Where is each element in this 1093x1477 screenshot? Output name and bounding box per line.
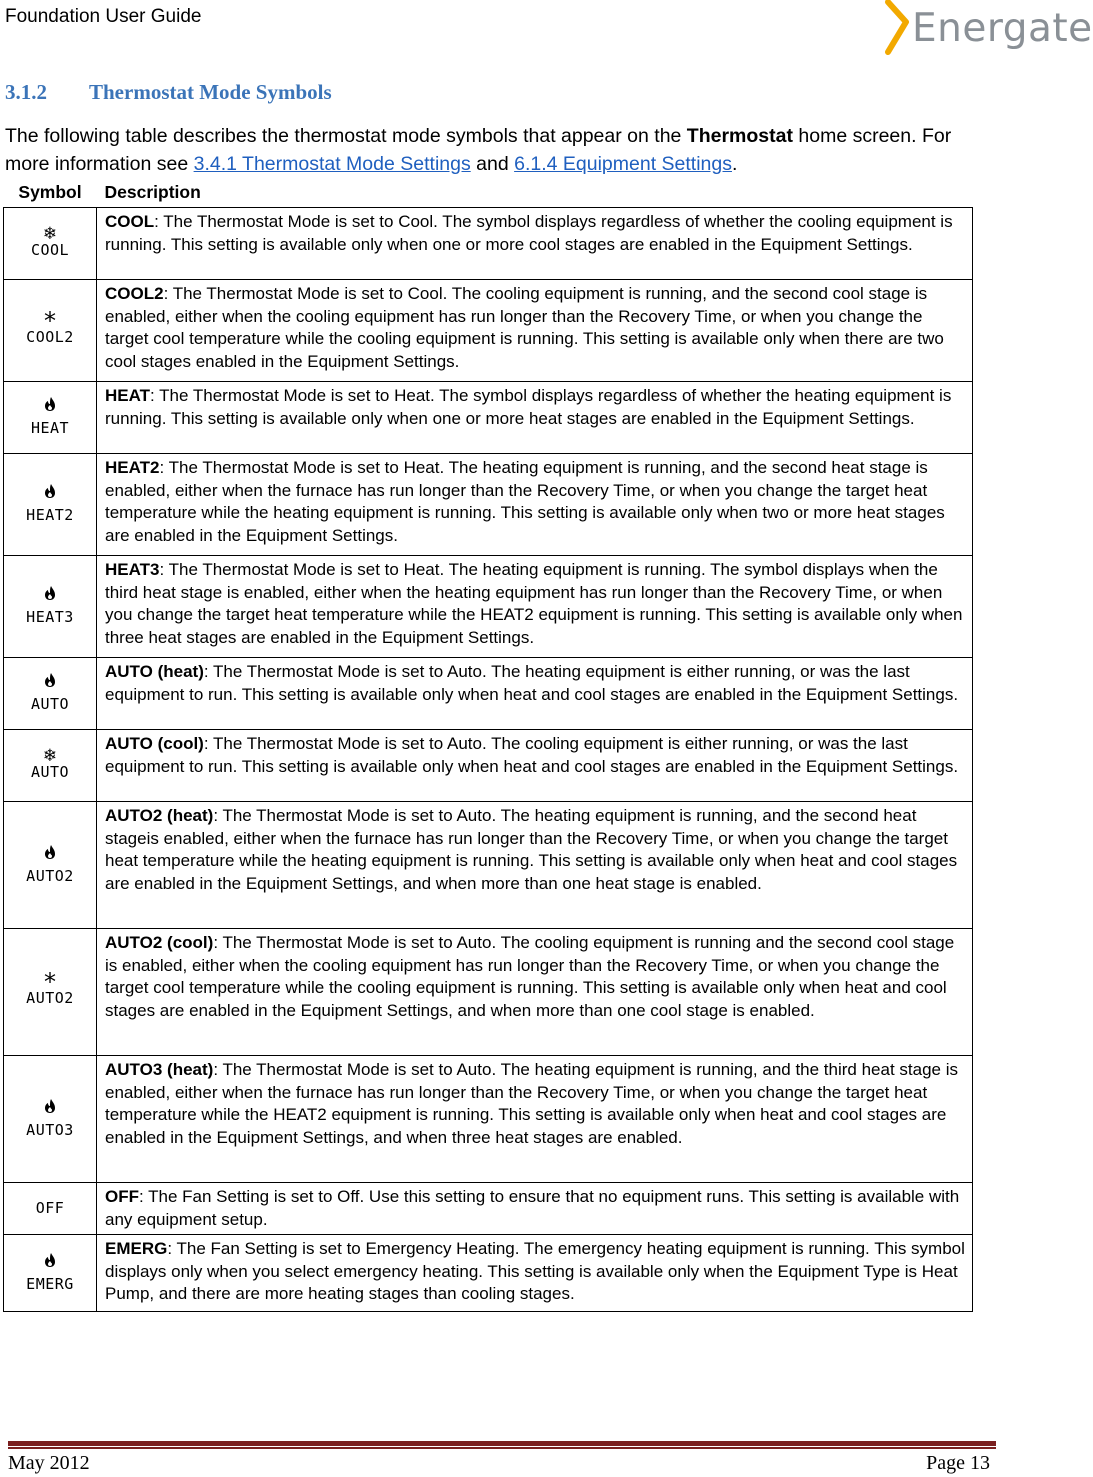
symbol-cell bbox=[4, 1183, 97, 1235]
logo-chevron-icon bbox=[880, 0, 914, 58]
mode-term: EMERG bbox=[105, 1239, 168, 1258]
intro-bold: Thermostat bbox=[686, 125, 793, 147]
mode-label: AUTO bbox=[30, 695, 70, 713]
description-cell bbox=[97, 1183, 973, 1235]
table-row bbox=[4, 280, 973, 382]
mode-description: : The Thermostat Mode is set to Auto. The heating equipment is running, and the third heat stage is enabled, either when the furnace has run longer than the Recovery Time, or when you change the target heat temperature while the HEAT2 equipment is running. This setting is available only when heat and cool stages are enabled in the Equipment Settings, and when three heat stages are enabled. bbox=[105, 1060, 958, 1148]
mode-description: : The Fan Setting is set to Off. Use this setting to ensure that no equipment runs. This setting is available with any equipment setup. bbox=[105, 1187, 960, 1229]
asterisk-icon: * bbox=[44, 968, 56, 997]
table-row bbox=[4, 1056, 973, 1183]
description-cell bbox=[97, 382, 973, 454]
description-cell bbox=[97, 1056, 973, 1183]
intro-text: . bbox=[731, 153, 738, 175]
mode-symbol bbox=[30, 745, 70, 781]
description-cell bbox=[97, 208, 973, 280]
mode-label: HEAT2 bbox=[26, 506, 74, 524]
table-row bbox=[4, 658, 973, 730]
link-equipment-settings[interactable]: 6.1.4 Equipment Settings bbox=[514, 153, 732, 175]
symbol-cell bbox=[4, 454, 97, 556]
flame-icon bbox=[40, 843, 60, 861]
symbol-cell bbox=[4, 730, 97, 802]
mode-symbol bbox=[26, 584, 74, 625]
mode-label: HEAT3 bbox=[26, 608, 74, 626]
mode-symbols-table bbox=[3, 177, 973, 1312]
mode-term: COOL bbox=[105, 212, 155, 231]
mode-term: AUTO2 (cool) bbox=[105, 933, 214, 952]
mode-symbol bbox=[31, 671, 69, 712]
mode-label: AUTO3 bbox=[26, 1120, 74, 1139]
mode-term: COOL2 bbox=[105, 284, 164, 303]
table-row bbox=[4, 802, 973, 929]
document-title: Foundation User Guide bbox=[5, 6, 202, 27]
mode-label: AUTO2 bbox=[26, 989, 74, 1008]
section-title: Thermostat Mode Symbols bbox=[89, 80, 332, 104]
symbol-cell bbox=[4, 1056, 97, 1183]
description-cell bbox=[97, 556, 973, 658]
mode-label: OFF bbox=[35, 1199, 65, 1218]
mode-term: HEAT2 bbox=[105, 458, 160, 477]
table-row bbox=[4, 1183, 973, 1235]
table-header-row bbox=[4, 177, 973, 208]
mode-label: HEAT bbox=[30, 419, 70, 437]
mode-description: : The Thermostat Mode is set to Heat. The heating equipment is running, and the second heat stage is enabled, either when the furnace has run longer than the Recovery Time, or when you change the target heat temperature while the heating equipment is running. This setting is available only when two or more heat stages are enabled in the Equipment Settings. bbox=[105, 458, 945, 546]
mode-symbol bbox=[26, 306, 74, 346]
flame-icon bbox=[40, 671, 60, 689]
flame-icon bbox=[40, 1097, 60, 1115]
mode-description: : The Fan Setting is set to Emergency Heating. The emergency heating equipment is running. This symbol displays only when you select emergency heating. This setting is available only when the Equipment Type is Heat Pump, and there are more heating stages than cooling stages. bbox=[105, 1239, 965, 1304]
mode-symbol bbox=[26, 1097, 74, 1138]
table-row bbox=[4, 929, 973, 1056]
table-row bbox=[4, 730, 973, 802]
mode-term: HEAT3 bbox=[105, 560, 160, 579]
table-row bbox=[4, 556, 973, 658]
asterisk-icon: * bbox=[44, 306, 56, 335]
footer-date: May 2012 bbox=[8, 1452, 90, 1474]
symbol-cell bbox=[4, 556, 97, 658]
mode-symbol bbox=[36, 1200, 65, 1216]
mode-label: AUTO2 bbox=[26, 866, 74, 885]
snowflake-icon: ❄ bbox=[42, 223, 58, 244]
logo-text: Energate bbox=[912, 6, 1093, 51]
description-cell bbox=[97, 454, 973, 556]
mode-term: AUTO2 (heat) bbox=[105, 806, 214, 825]
mode-description: : The Thermostat Mode is set to Auto. The heating equipment is either running, or was the last equipment to run. This setting is available only when heat and cool stages are enabled in the Equipment Settings. bbox=[105, 662, 959, 704]
mode-symbol bbox=[26, 843, 74, 884]
flame-icon bbox=[40, 584, 60, 602]
mode-description: : The Thermostat Mode is set to Auto. The cooling equipment is either running, or was the last equipment to run. This setting is available only when heat and cool stages are enabled in the Equipment Settings. bbox=[105, 734, 959, 776]
intro-paragraph bbox=[5, 122, 965, 178]
mode-description: : The Thermostat Mode is set to Auto. The heating equipment is running, and the second heat stageis enabled, either when the furnace has run longer than the Recovery Time, or when you change the target heat temperature while the heating equipment is running. This setting is available only when heat and cool stages are enabled in the Equipment Settings, and when more than one heat stage is enabled. bbox=[105, 806, 958, 894]
section-number: 3.1.2 bbox=[5, 80, 47, 104]
mode-symbol bbox=[26, 1251, 74, 1292]
flame-icon bbox=[40, 395, 60, 413]
section-heading bbox=[5, 80, 332, 105]
mode-symbol bbox=[31, 395, 69, 436]
symbol-cell bbox=[4, 802, 97, 929]
link-thermostat-mode-settings[interactable]: 3.4.1 Thermostat Mode Settings bbox=[193, 153, 471, 175]
header-description: Description bbox=[104, 181, 201, 202]
symbol-cell bbox=[4, 280, 97, 382]
description-cell bbox=[97, 802, 973, 929]
mode-symbol bbox=[26, 482, 74, 523]
table-row bbox=[4, 454, 973, 556]
description-cell bbox=[97, 280, 973, 382]
symbol-cell bbox=[4, 208, 97, 280]
symbol-cell bbox=[4, 929, 97, 1056]
mode-description: : The Thermostat Mode is set to Cool. The cooling equipment is running, and the second cool stage is enabled, either when the cooling equipment has run longer than the Recovery Time, or when you change the target cool temperature while the cooling equipment is running. This setting is available only when there are two cool stages enabled in the Equipment Settings. bbox=[105, 284, 944, 372]
mode-term: AUTO (heat) bbox=[105, 662, 204, 681]
mode-description: : The Thermostat Mode is set to Heat. The heating equipment is running. The symbol displays when the third heat stage is enabled, either when the heating equipment has run longer than the Recovery Time, or when you change the target heat temperature while the HEAT2 equipment is running. This setting is available only when three heat stages are enabled in the Equipment Settings. bbox=[105, 560, 963, 648]
symbol-cell bbox=[4, 382, 97, 454]
intro-text: home screen. For more information see bbox=[5, 125, 952, 175]
energate-logo bbox=[878, 0, 1093, 60]
footer-page-number: Page 13 bbox=[926, 1452, 990, 1474]
intro-text: The following table describes the thermostat mode symbols that appear on the bbox=[5, 125, 687, 147]
symbol-cell bbox=[4, 1235, 97, 1312]
mode-label: COOL2 bbox=[26, 327, 74, 346]
flame-icon bbox=[40, 1251, 60, 1269]
mode-description: : The Thermostat Mode is set to Auto. The cooling equipment is running and the second cool stage is enabled, either when the cooling equipment has run longer than the Recovery Time, or when you change the target cool temperature while the cooling equipment is running. This setting is available only when heat and cool stages are enabled in the Equipment Settings, and when more than one cool stage is enabled. bbox=[105, 933, 955, 1021]
symbol-cell bbox=[4, 658, 97, 730]
mode-term: AUTO3 (heat) bbox=[105, 1060, 214, 1079]
mode-description: : The Thermostat Mode is set to Heat. The symbol displays regardless of whether the heating equipment is running. This setting is available only when one or more heat stages are enabled in the Equipment Settings. bbox=[105, 386, 952, 428]
mode-term: HEAT bbox=[105, 386, 151, 405]
mode-term: OFF bbox=[105, 1187, 139, 1206]
snowflake-icon: ❄ bbox=[42, 745, 58, 766]
table-row bbox=[4, 1235, 973, 1312]
mode-term: AUTO (cool) bbox=[105, 734, 204, 753]
mode-label: EMERG bbox=[26, 1274, 74, 1293]
table-row bbox=[4, 208, 973, 280]
mode-label: COOL bbox=[30, 240, 70, 259]
table-row bbox=[4, 382, 973, 454]
mode-symbol bbox=[30, 223, 70, 259]
description-cell bbox=[97, 658, 973, 730]
footer-rule bbox=[8, 1441, 996, 1446]
mode-description: : The Thermostat Mode is set to Cool. The symbol displays regardless of whether the cooling equipment is running. This setting is available only when one or more cool stages are enabled in the Equipment Settings. bbox=[105, 212, 953, 254]
mode-symbol bbox=[26, 968, 74, 1008]
mode-label: AUTO bbox=[30, 762, 70, 781]
description-cell bbox=[97, 730, 973, 802]
intro-text: and bbox=[470, 153, 515, 175]
description-cell bbox=[97, 929, 973, 1056]
description-cell bbox=[97, 1235, 973, 1312]
flame-icon bbox=[40, 482, 60, 500]
header-symbol: Symbol bbox=[18, 181, 82, 202]
footer-rule-thin bbox=[8, 1447, 996, 1449]
